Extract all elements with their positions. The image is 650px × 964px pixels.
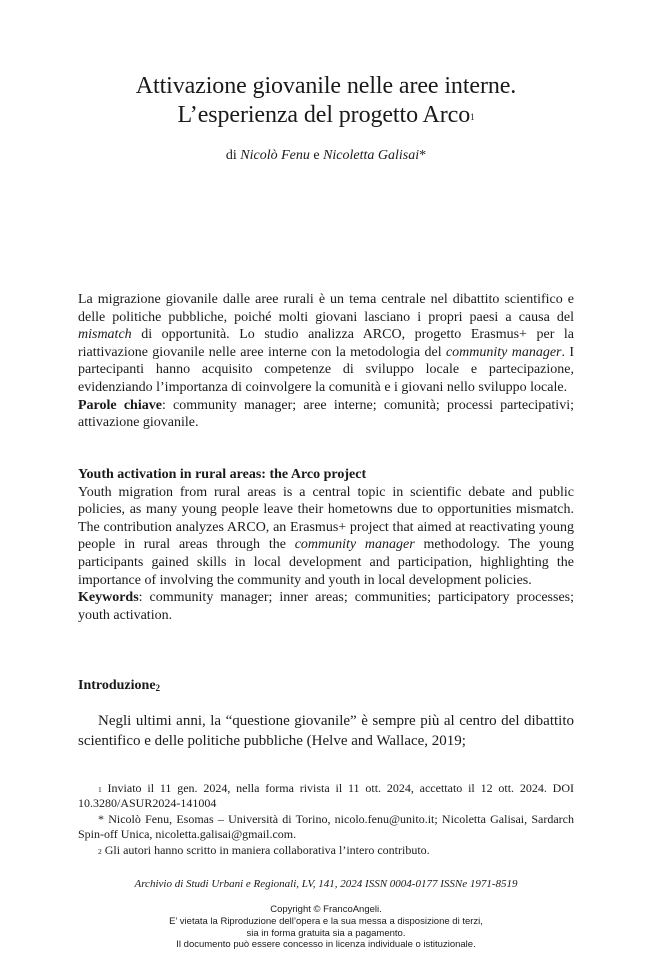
- copyright-notice: [78, 904, 574, 951]
- copyright-line-3: sia in forma gratuita sia a pagamento.: [246, 927, 406, 939]
- copyright-line-2: E’ vietata la Riproduzione dell’opera e la sua messa a disposizione di terzi,: [169, 915, 483, 927]
- author-2: Nicoletta Galisai: [323, 148, 420, 163]
- keywords-english-label: Keywords: [78, 590, 139, 606]
- author-1: Nicolò Fenu: [240, 148, 310, 163]
- title-line-1: Attivazione giovanile nelle aree interne.: [135, 73, 517, 99]
- footnotes: [78, 781, 574, 858]
- footnote-2: $^2$ Gli autori hanno scritto in maniera collaborativa l’intero contributo.: [98, 842, 430, 857]
- keywords-english: Keywords: community manager; inner areas; communities; participatory processes; youth activation.: [78, 590, 574, 623]
- abstract-italian: [78, 291, 574, 432]
- title-footnote-mark: 1: [470, 112, 475, 122]
- title-line-2: L’esperienza del progetto Arco$^1$: [177, 102, 475, 128]
- abstract-english-text: Youth migration from rural areas is a central topic in scientific debate and public policies, as many young people leave their hometowns due to opportunities mismatch. The contribution analyzes ARCO, an Erasmus+ project that aimed at reactivating young people in rural areas through the community manager methodology. The young participants gained skills in local development and participation, highlighting the importance of involving the community and youth in local development policies.: [78, 484, 574, 588]
- abstract-english-heading: Youth activation in rural areas: the Arco project: [78, 467, 367, 482]
- footnote-author: * Nicolò Fenu, Esomas – Università di Torino, nicolo.fenu@unito.it; Nicoletta Galisai, Sardarch Spin-off Unica, nicoletta.galisai@gmail.com.: [78, 811, 574, 842]
- author-note-mark: *: [419, 148, 427, 163]
- byline: di Nicolò Fenu e Nicoletta Galisai*: [225, 148, 427, 163]
- keywords-italian: Parole chiave: community manager; aree interne; comunità; processi partecipativi; attivazione giovanile.: [78, 397, 574, 431]
- copyright-line-1: Copyright © FrancoAngeli.: [270, 904, 382, 915]
- intro-paragraph: Negli ultimi anni, la “questione giovanile” è sempre più al centro del dibattito scientifico e delle politiche pubbliche (Helve and Wallace, 2019;: [78, 713, 574, 749]
- journal-citation: Archivio di Studi Urbani e Regionali, LV, 141, 2024 ISSN 0004-0177 ISSNe 1971-8519: [134, 878, 518, 890]
- article-title: [78, 72, 574, 130]
- section-heading: Introduzione$^2$: [78, 678, 161, 693]
- footnote-1: $^1$ Inviato il 11 gen. 2024, nella forma rivista il 11 ott. 2024, accettato il 12 ott. 2024. DOI 10.3280/ASUR2024-141004: [78, 781, 574, 811]
- abstract-italian-text: La migrazione giovanile dalle aree rurali è un tema centrale nel dibattito scientifico e delle politiche pubbliche, poiché molti giovani lasciano i propri paesi a causa del mismatch di opportunità. Lo studio analizza ARCO, progetto Erasmus+ per la riattivazione giovanile nelle aree interne con la metodologia del community manager. I partecipanti hanno acquisito competenze di sviluppo locale e partecipazione, evidenziando l’importanza di coinvolgere la comunità e i giovani nello sviluppo locale.: [78, 292, 574, 395]
- copyright-line-4: Il documento può essere concesso in licenza individuale o istituzionale.: [176, 939, 476, 951]
- section-footnote-mark: 2: [155, 683, 161, 693]
- abstract-english: [78, 466, 574, 624]
- keywords-italian-label: Parole chiave: [78, 397, 162, 413]
